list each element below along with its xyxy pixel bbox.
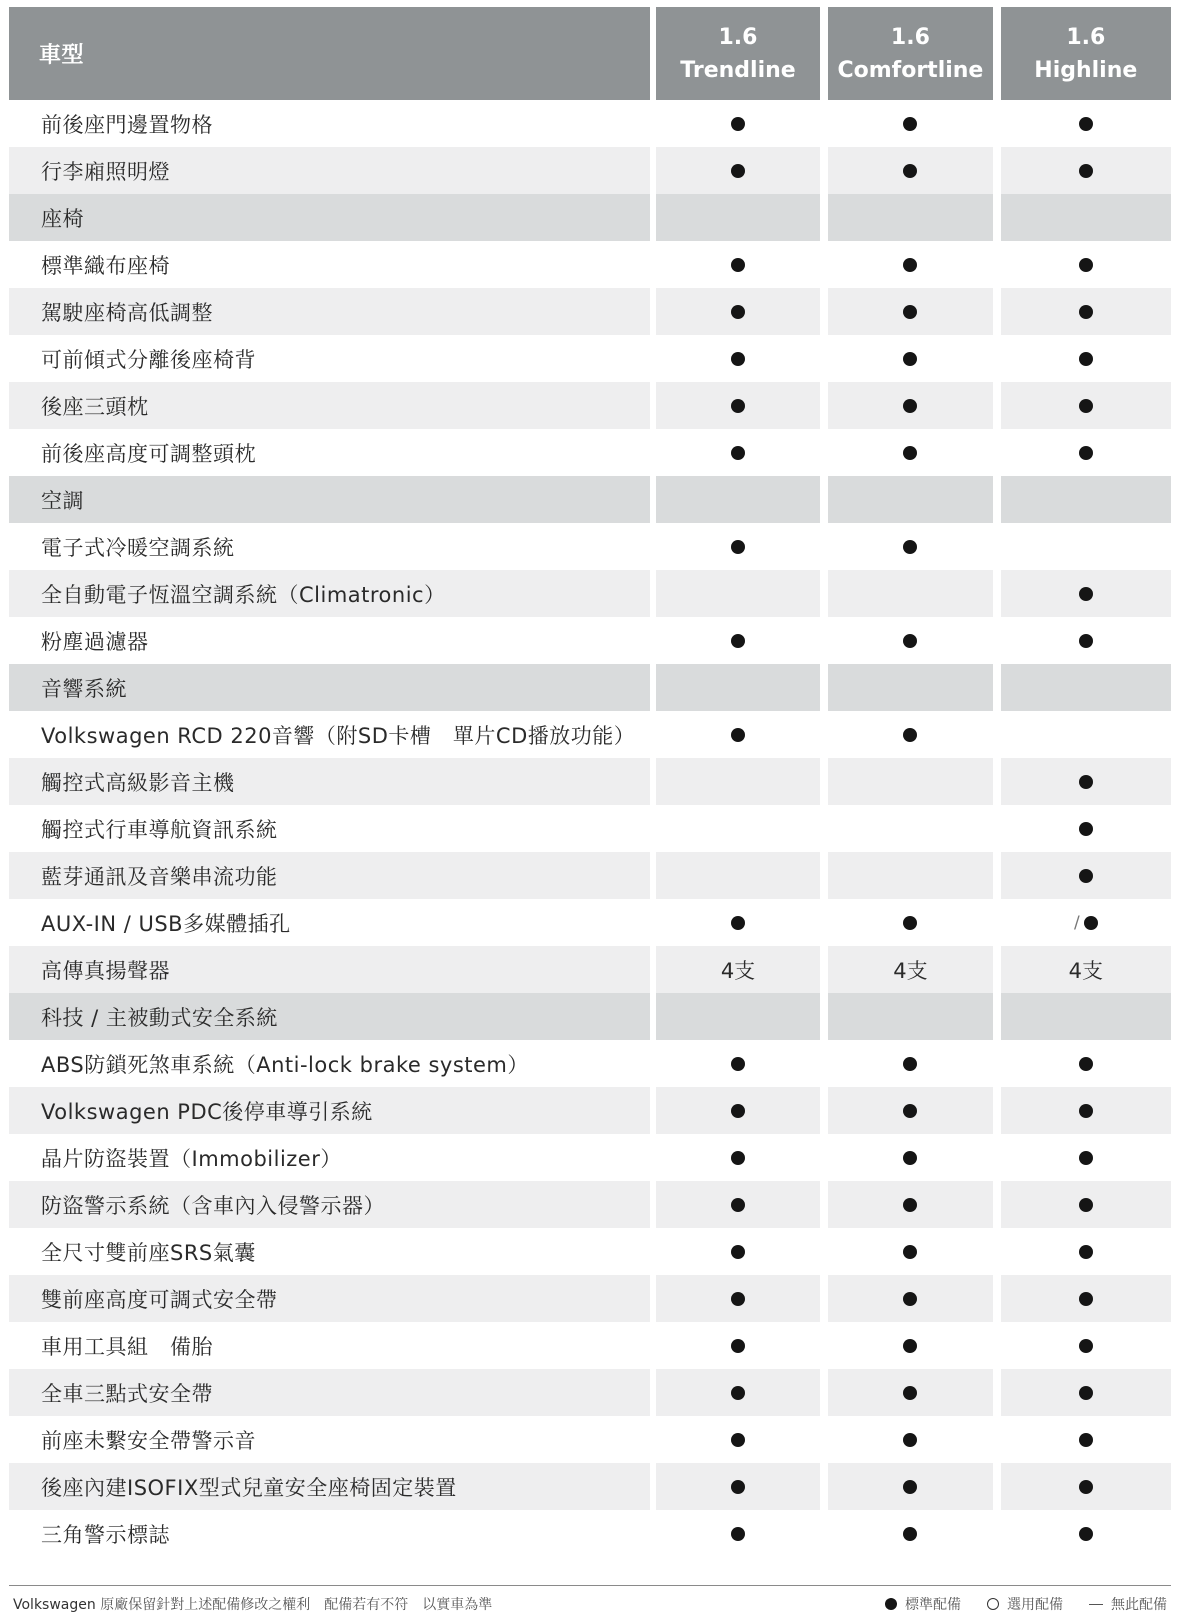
section-label: 科技 / 主被動式安全系統: [9, 993, 650, 1040]
feature-label: 可前傾式分離後座椅背: [41, 347, 256, 372]
table-row: [9, 1463, 1171, 1510]
standard-dot-icon: [1079, 305, 1093, 319]
value-cell: [656, 523, 820, 570]
value-cell: [828, 523, 992, 570]
header-model-highline: [1001, 7, 1171, 100]
value-cell: [828, 1510, 992, 1557]
table-row: [9, 1322, 1171, 1369]
table-row: [9, 1181, 1171, 1228]
value-cell: [656, 241, 820, 288]
value-cell: [1001, 335, 1171, 382]
standard-dot-icon: [903, 446, 917, 460]
footer-brand: Volkswagen: [13, 1597, 96, 1613]
section-header: [9, 194, 1171, 241]
value-text: 4支: [893, 958, 928, 983]
value-cell: [828, 758, 992, 805]
value-cell: [656, 664, 820, 711]
standard-dot-icon: [903, 1057, 917, 1071]
value-cell: [656, 194, 820, 241]
feature-label: 晶片防盜裝置（Immobilizer）: [41, 1146, 342, 1171]
standard-dot-icon: [903, 1339, 917, 1353]
table-header: [9, 7, 1171, 100]
value-cell: [656, 1510, 820, 1557]
value-cell: [656, 993, 820, 1040]
value-cell: [828, 664, 992, 711]
value-cell: [828, 1416, 992, 1463]
value-cell: [828, 1322, 992, 1369]
legend-none: [1089, 1594, 1167, 1614]
standard-dot-icon: [903, 540, 917, 554]
standard-dot-icon: [903, 1104, 917, 1118]
value-cell: [1001, 1369, 1171, 1416]
value-cell: [828, 147, 992, 194]
feature-label: 防盜警示系統（含車內入侵警示器）: [9, 1181, 650, 1228]
table-row: [9, 946, 1171, 993]
value-cell: [656, 617, 820, 664]
standard-dot-icon: [1079, 1292, 1093, 1306]
value-cell: [656, 382, 820, 429]
value-cell: [828, 899, 992, 946]
feature-label: 觸控式高級影音主機: [9, 758, 650, 805]
value-cell: [1001, 1040, 1171, 1087]
value-cell: [828, 288, 992, 335]
feature-label: 藍芽通訊及音樂串流功能: [9, 852, 650, 899]
feature-label: 雙前座高度可調式安全帶: [9, 1275, 650, 1322]
standard-dot-icon: [903, 1198, 917, 1212]
feature-label: AUX-IN / USB多媒體插孔: [41, 911, 291, 936]
value-cell: [828, 1369, 992, 1416]
feature-label: 駕駛座椅高低調整: [9, 288, 650, 335]
model-name: Highline: [1034, 57, 1138, 83]
value-cell: [828, 382, 992, 429]
value-cell: [828, 1087, 992, 1134]
table-row: [9, 1040, 1171, 1087]
slash-mark: /: [1073, 912, 1080, 933]
standard-dot-icon: [731, 258, 745, 272]
legend-label: 選用配備: [1007, 1597, 1063, 1613]
feature-label: Volkswagen RCD 220音響（附SD卡槽 單片CD播放功能）: [41, 723, 636, 748]
value-cell: [1001, 1181, 1171, 1228]
table-row: [9, 1275, 1171, 1322]
feature-label: 後座內建ISOFIX型式兒童安全座椅固定裝置: [9, 1463, 650, 1510]
value-cell: [828, 1275, 992, 1322]
value-cell: [828, 852, 992, 899]
value-cell: [656, 288, 820, 335]
feature-label: ABS防鎖死煞車系統（Anti-lock brake system）: [41, 1052, 529, 1077]
value-text: 4支: [1068, 958, 1103, 983]
standard-dot-icon: [903, 916, 917, 930]
standard-dot-icon: [1079, 775, 1093, 789]
model-engine: 1.6: [718, 24, 758, 50]
standard-dot-icon: [903, 1151, 917, 1165]
value-cell: [656, 1369, 820, 1416]
feature-label: 三角警示標誌: [41, 1522, 170, 1547]
standard-dot-icon: [1079, 1339, 1093, 1353]
value-cell: [828, 1181, 992, 1228]
table-row: [9, 288, 1171, 335]
table-row: [9, 1134, 1171, 1181]
value-cell: [656, 711, 820, 758]
table-row: [9, 429, 1171, 476]
value-cell: [1001, 1228, 1171, 1275]
standard-dot-icon: [1079, 352, 1093, 366]
value-cell: [828, 241, 992, 288]
value-cell: [656, 1181, 820, 1228]
value-cell: [1001, 382, 1171, 429]
standard-dot-icon: [1079, 822, 1093, 836]
table-row: [9, 100, 1171, 147]
value-cell: [1001, 194, 1171, 241]
standard-dot-icon: [731, 728, 745, 742]
standard-dot-icon: [731, 305, 745, 319]
standard-dot-icon: [731, 446, 745, 460]
legend-label: 標準配備: [905, 1597, 961, 1613]
table-row: [9, 335, 1171, 382]
legend-label: 無此配備: [1111, 1597, 1167, 1613]
spec-table: [9, 7, 1171, 1557]
value-cell: [1001, 711, 1171, 758]
value-cell: [1001, 1087, 1171, 1134]
value-cell: [656, 1416, 820, 1463]
value-cell: [828, 100, 992, 147]
footer-note: 原廠保留針對上述配備修改之權利 配備若有不符 以實車為準: [95, 1597, 493, 1613]
standard-dot-icon: [903, 305, 917, 319]
standard-dot-icon: [903, 634, 917, 648]
value-cell: [828, 570, 992, 617]
value-cell: [656, 570, 820, 617]
value-cell: [828, 476, 992, 523]
standard-dot-icon: [1079, 634, 1093, 648]
value-cell: [828, 993, 992, 1040]
value-cell: [1001, 570, 1171, 617]
standard-dot-icon: [1079, 1386, 1093, 1400]
table-row: [9, 570, 1171, 617]
standard-dot-icon: [903, 1433, 917, 1447]
table-row: [9, 1416, 1171, 1463]
section-label: 座椅: [9, 194, 650, 241]
table-row: [9, 711, 1171, 758]
table-row: [9, 241, 1171, 288]
value-cell: [1001, 147, 1171, 194]
value-cell: [656, 805, 820, 852]
standard-dot-icon: [731, 1151, 745, 1165]
standard-dot-icon: [731, 1339, 745, 1353]
standard-dot-icon: [731, 1386, 745, 1400]
table-row: [9, 1228, 1171, 1275]
value-cell: [1001, 899, 1171, 946]
standard-dot-icon: [731, 164, 745, 178]
standard-dot-icon: [903, 258, 917, 272]
standard-dot-icon: [731, 1057, 745, 1071]
standard-dot-icon: [1079, 587, 1093, 601]
value-cell: [656, 899, 820, 946]
footer: [9, 1585, 1171, 1613]
standard-dot-icon: [731, 1292, 745, 1306]
model-engine: 1.6: [890, 24, 930, 50]
feature-label: 行李廂照明燈: [9, 147, 650, 194]
value-cell: [828, 194, 992, 241]
standard-dot-icon: [731, 634, 745, 648]
legend-standard: [885, 1594, 961, 1614]
legend-optional: [987, 1594, 1063, 1614]
standard-dot-icon: [731, 352, 745, 366]
model-name: Comfortline: [837, 57, 984, 83]
standard-dot-icon: [1079, 869, 1093, 883]
standard-dot-icon: [1079, 258, 1093, 272]
value-text: 4支: [720, 958, 756, 983]
legend: [859, 1594, 1167, 1614]
value-cell: [1001, 946, 1171, 993]
table-row: [9, 852, 1171, 899]
model-engine: 1.6: [1066, 24, 1106, 50]
value-cell: [1001, 664, 1171, 711]
value-cell: [656, 946, 820, 993]
section-label: 空調: [9, 476, 650, 523]
value-cell: [828, 946, 992, 993]
value-cell: [1001, 1463, 1171, 1510]
value-cell: [1001, 617, 1171, 664]
standard-dot-icon: [1079, 1433, 1093, 1447]
value-cell: [828, 1463, 992, 1510]
value-cell: [1001, 523, 1171, 570]
value-cell: [656, 1463, 820, 1510]
standard-dot-icon: [731, 117, 745, 131]
value-cell: [656, 1087, 820, 1134]
value-cell: [828, 429, 992, 476]
header-model-trendline: [656, 7, 820, 100]
value-cell: [656, 100, 820, 147]
table-row: [9, 1510, 1171, 1557]
value-cell: [1001, 993, 1171, 1040]
standard-dot-icon: [731, 1433, 745, 1447]
feature-label: 全尺寸雙前座SRS氣囊: [41, 1240, 256, 1265]
feature-label: 後座三頭枕: [9, 382, 650, 429]
value-cell: [828, 617, 992, 664]
standard-dot-icon: [903, 164, 917, 178]
standard-dot-icon: [1079, 117, 1093, 131]
standard-dot-icon: [731, 399, 745, 413]
feature-label: 標準織布座椅: [41, 253, 170, 278]
feature-label: 前後座門邊置物格: [41, 112, 213, 137]
feature-label: 高傳真揚聲器: [9, 946, 650, 993]
value-cell: [1001, 288, 1171, 335]
header-model-comfortline: [828, 7, 992, 100]
value-cell: [828, 1040, 992, 1087]
value-cell: [656, 335, 820, 382]
table-body: [9, 100, 1171, 1557]
standard-dot-icon: [903, 1292, 917, 1306]
value-cell: [656, 1275, 820, 1322]
value-cell: [828, 805, 992, 852]
value-cell: [656, 1228, 820, 1275]
table-row: [9, 1369, 1171, 1416]
standard-dot-icon: [1079, 1057, 1093, 1071]
value-cell: [1001, 1275, 1171, 1322]
standard-dot-icon: [731, 1198, 745, 1212]
standard-dot-icon: [1079, 1245, 1093, 1259]
value-cell: [656, 1040, 820, 1087]
value-cell: [656, 1134, 820, 1181]
value-cell: [1001, 758, 1171, 805]
value-cell: [1001, 1510, 1171, 1557]
standard-dot-icon: [1079, 1480, 1093, 1494]
header-label: 車型: [9, 7, 650, 100]
standard-dot-icon: [903, 1386, 917, 1400]
standard-dot-icon: [1079, 1104, 1093, 1118]
standard-dot-icon: [1079, 399, 1093, 413]
standard-dot-icon: [731, 1527, 745, 1541]
value-cell: [828, 1228, 992, 1275]
feature-label: 前後座高度可調整頭枕: [41, 441, 256, 466]
value-cell: [656, 1322, 820, 1369]
feature-label: Volkswagen PDC後停車導引系統: [9, 1087, 650, 1134]
value-cell: [828, 1134, 992, 1181]
standard-dot-icon: [731, 916, 745, 930]
standard-dot-icon: [903, 117, 917, 131]
value-cell: [1001, 1322, 1171, 1369]
feature-label: 電子式冷暖空調系統: [41, 535, 235, 560]
standard-dot-icon: [731, 540, 745, 554]
value-cell: [1001, 852, 1171, 899]
standard-dot-icon: [1079, 164, 1093, 178]
table-row: [9, 899, 1171, 946]
feature-label: 全自動電子恆溫空調系統（Climatronic）: [9, 570, 650, 617]
standard-dot-icon: [903, 399, 917, 413]
feature-label: 車用工具組 備胎: [41, 1334, 213, 1359]
value-cell: [828, 711, 992, 758]
table-row: [9, 523, 1171, 570]
standard-dot-icon: [903, 728, 917, 742]
value-cell: [1001, 241, 1171, 288]
standard-dot-icon: [1079, 1198, 1093, 1212]
table-row: [9, 805, 1171, 852]
value-cell: [1001, 805, 1171, 852]
feature-label: 粉塵過濾器: [41, 629, 149, 654]
standard-dot-icon: [903, 1245, 917, 1259]
table-row: [9, 758, 1171, 805]
standard-dot-icon: [1084, 916, 1098, 930]
value-cell: [1001, 476, 1171, 523]
value-cell: [656, 147, 820, 194]
feature-label: 前座未繫安全帶警示音: [41, 1428, 256, 1453]
value-cell: [1001, 100, 1171, 147]
table-row: [9, 617, 1171, 664]
section-header: [9, 664, 1171, 711]
standard-dot-icon: [903, 1480, 917, 1494]
value-cell: [656, 476, 820, 523]
standard-dot-icon: [1079, 1151, 1093, 1165]
standard-dot-icon: [731, 1245, 745, 1259]
value-cell: [656, 429, 820, 476]
value-cell: [828, 335, 992, 382]
standard-dot-icon: [903, 352, 917, 366]
standard-dot-icon: [731, 1104, 745, 1118]
standard-dot-icon: [903, 1527, 917, 1541]
model-name: Trendline: [680, 57, 796, 83]
section-label: 音響系統: [9, 664, 650, 711]
standard-dot-icon: [731, 1480, 745, 1494]
table-row: [9, 382, 1171, 429]
value-cell: [656, 758, 820, 805]
table-row: [9, 1087, 1171, 1134]
feature-label: 全車三點式安全帶: [9, 1369, 650, 1416]
feature-label: 觸控式行車導航資訊系統: [41, 817, 278, 842]
standard-dot-icon: [1079, 1527, 1093, 1541]
table-row: [9, 147, 1171, 194]
standard-dot-icon: [1079, 446, 1093, 460]
section-header: [9, 993, 1171, 1040]
value-cell: [1001, 1134, 1171, 1181]
value-cell: [1001, 1416, 1171, 1463]
footer-disclaimer: [13, 1594, 492, 1614]
value-cell: [1001, 429, 1171, 476]
dash-icon: [1089, 1604, 1103, 1605]
section-header: [9, 476, 1171, 523]
value-cell: [656, 852, 820, 899]
